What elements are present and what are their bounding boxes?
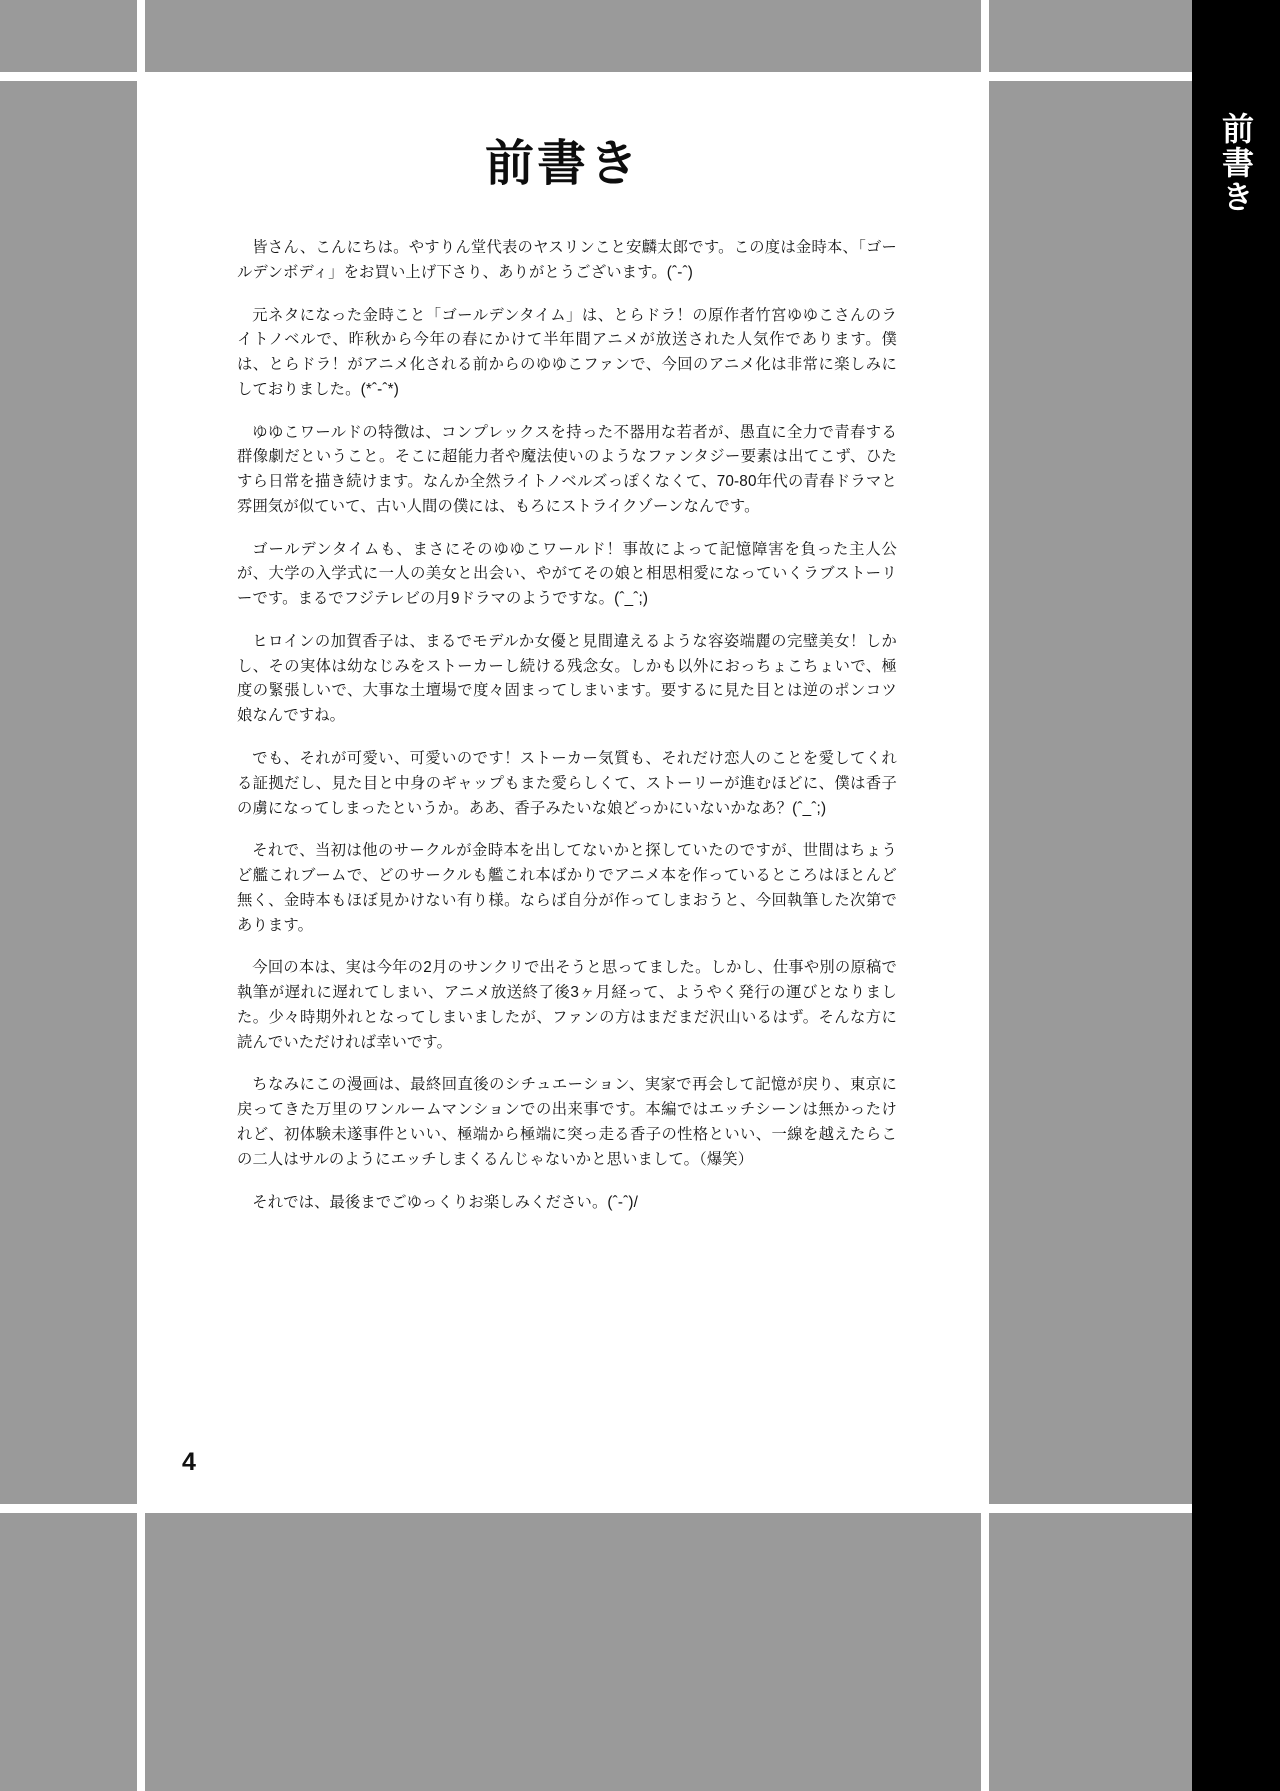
paragraph: 元ネタになった金時こと「ゴールデンタイム」は、とらドラ！の原作者竹宮ゆゆこさんのライトノベルで、昨秋から今年の春にかけて半年間アニメが放送された人気作であります。僕は、とらドラ！がアニメ化される前からのゆゆこファンで、今回のアニメ化は非常に楽しみにしておりました。(*ˆ-ˆ*)	[237, 306, 897, 398]
paragraph: 今回の本は、実は今年の2月のサンクリで出そうと思ってました。しかし、仕事や別の原稿で執筆が遅れに遅れてしまい、アニメ放送終了後3ヶ月経って、ようやく発行の運びとなりました。少々時期外れとなってしまいましたが、ファンの方はまだまだ沢山いるはず。そんな方に読んでいただければ幸いです。	[237, 959, 897, 1051]
paragraph: 皆さん、こんにちは。やすりん堂代表のヤスリンこと安麟太郎です。この度は金時本、「ゴールデンボディ」をお買い上げ下さり、ありがとうございます。(ˆ-ˆ)	[237, 239, 897, 281]
divider-horizontal-top	[0, 72, 1192, 81]
preface-body	[237, 236, 897, 1233]
divider-vertical-left	[137, 0, 145, 1791]
page-number: 4	[182, 1448, 196, 1476]
chapter-tab-label: 前書き	[1218, 112, 1254, 214]
page-content-area	[145, 81, 981, 1504]
paragraph: ゆゆこワールドの特徴は、コンプレックスを持った不器用な若者が、愚直に全力で青春する群像劇だということ。そこに超能力者や魔法使いのようなファンタジー要素は出てこず、ひたすら日常を描き続けます。なんか全然ライトノベルズっぽくなくて、70-80年代の青春ドラマと雰囲気が似ていて、古い人間の僕には、もろにストライクゾーンなんです。	[237, 423, 897, 515]
page-title: 前書き	[484, 137, 641, 191]
margin-band-left	[0, 0, 137, 1791]
paragraph: それでは、最後までごゆっくりお楽しみください。(ˆ-ˆ)/	[252, 1193, 639, 1211]
paragraph: ちなみにこの漫画は、最終回直後のシチュエーション、実家で再会して記憶が戻り、東京に戻ってきた万里のワンルームマンションでの出来事です。本編ではエッチシーンは無かったけれど、初体験未遂事件といい、極端から極端に突っ走る香子の性格といい、一線を越えたらこの二人はサルのようにエッチしまくるんじゃないかと思いまして。（爆笑）	[237, 1076, 897, 1168]
divider-vertical-right	[981, 0, 989, 1791]
chapter-tab	[1192, 0, 1280, 1791]
divider-horizontal-bottom	[0, 1504, 1192, 1513]
paragraph: ヒロインの加賀香子は、まるでモデルか女優と見間違えるような容姿端麗の完璧美女！しかし、その実体は幼なじみをストーカーし続ける残念女。しかも以外におっちょこちょいで、極度の緊張しいで、大事な土壇場で度々固まってしまいます。要するに見た目とは逆のポンコツ娘なんですね。	[237, 632, 897, 725]
paragraph: でも、それが可愛い、可愛いのです！ストーカー気質も、それだけ恋人のことを愛してくれる証拠だし、見た目と中身のギャップもまた愛らしくて、ストーリーが進むほどに、僕は香子の虜になってしまったというか。ああ、香子みたいな娘どっかにいないかなあ？(ˆ_ˆ;)	[237, 750, 897, 817]
margin-band-right	[988, 0, 1192, 1791]
paragraph: それで、当初は他のサークルが金時本を出してないかと探していたのですが、世間はちょうど艦これブームで、どのサークルも艦これ本ばかりでアニメ本を作っているところはほとんど無く、金時本もほぼ見かけない有り様。ならば自分が作ってしまおうと、今回執筆した次第であります。	[237, 842, 897, 934]
paragraph: ゴールデンタイムも、まさにそのゆゆこワールド！事故によって記憶障害を負った主人公が、大学の入学式に一人の美女と出会い、やがてその娘と相思相愛になっていくラブストーリーです。まるでフジテレビの月9ドラマのようですな。(ˆ_ˆ;)	[237, 540, 897, 608]
